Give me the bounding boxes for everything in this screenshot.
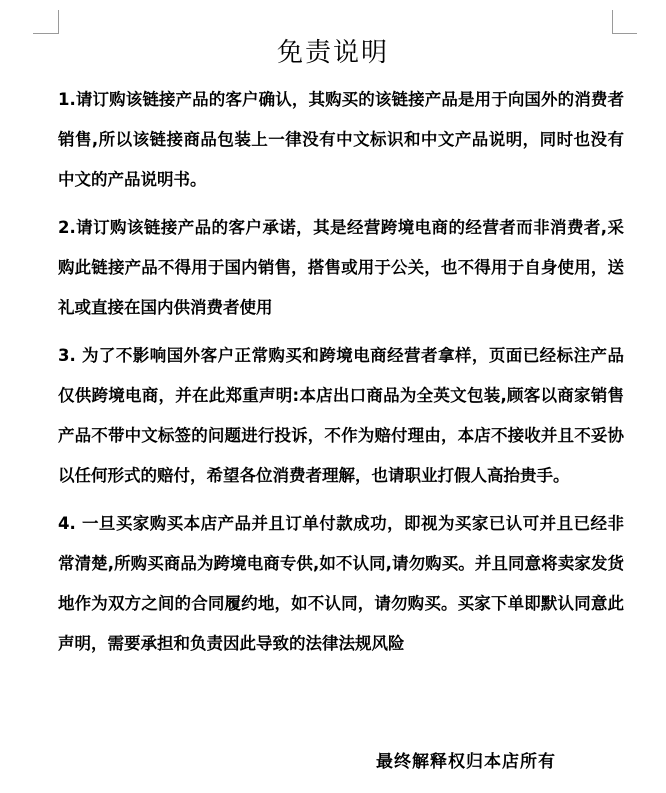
clause-3: 3. 为了不影响国外客户正常购买和跨境电商经营者拿样，页面已经标注产品仅供跨境电商，并在此郑重声明:本店出口商品为全英文包装,顾客以商家销售产品不带中文标签的问题进行投诉，不作为赔付理由，本店不接收并且不妥协以任何形式的赔付，希望各位消费者理解，也请职业打假人高抬贵手。: [58, 346, 624, 485]
page-corner-mark-top-right: [612, 10, 637, 34]
clause-2: 2.请订购该链接产品的客户承诺，其是经营跨境电商的经营者而非消费者,采购此链接产品不得用于国内销售，搭售或用于公关，也不得用于自身使用，送礼或直接在国内供消费者使用: [58, 218, 624, 317]
disclaimer-body: [58, 80, 624, 672]
clause-4: 4. 一旦买家购买本店产品并且订单付款成功，即视为买家已认可并且已经非常清楚,所购买商品为跨境电商专供,如不认同,请勿购买。并且同意将卖家发货地作为双方之间的合同履约地，如不认同，请勿购买。买家下单即默认同意此声明，需要承担和负责因此导致的法律法规风险: [58, 514, 624, 653]
document-title: 免责说明: [276, 38, 389, 68]
page-corner-mark-top-left: [33, 10, 59, 34]
final-interpretation-note: 最终解释权归本店所有: [376, 752, 556, 772]
clause-1: 1.请订购该链接产品的客户确认，其购买的该链接产品是用于向国外的消费者销售,所以该链接商品包装上一律没有中文标识和中文产品说明，同时也没有中文的产品说明书。: [58, 90, 624, 189]
